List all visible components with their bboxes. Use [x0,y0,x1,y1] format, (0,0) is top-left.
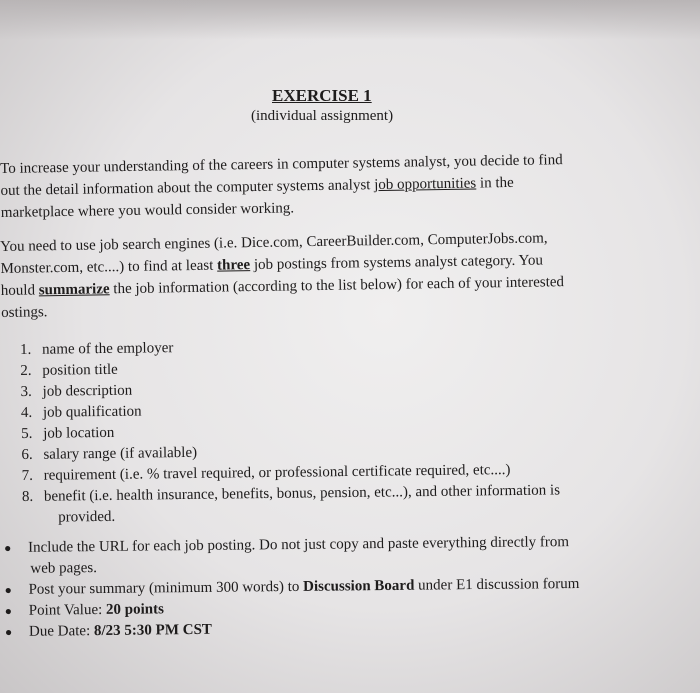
list-text: salary range (if available) [43,444,198,463]
list-number: 3. [20,383,32,400]
list-number: 2. [20,362,32,379]
list-text: job qualification [42,403,142,421]
list-text: requirement (i.e. % travel required, or professional certificate required, etc....) [43,462,511,484]
list-text: benefit (i.e. health insurance, benefits, bonus, pension, etc...), and other information is [43,482,561,505]
bullet-list [4,532,580,643]
list-text: position title [42,361,118,379]
bullet-text: under E1 discussion forum [414,575,580,594]
paragraph-text: in the [476,174,514,192]
three-emphasis: three [216,257,251,274]
list-text: name of the employer [42,340,174,358]
exercise-title: EXERCISE 1 [272,86,372,105]
paragraph-line: marketplace where you would consider working. [0,200,295,221]
bullet-text: Point Value: [28,601,107,619]
numbered-list [20,333,560,529]
list-number: 5. [21,425,33,442]
list-number: 1. [20,341,32,358]
paragraph-text: out the detail information about the computer systems analyst [0,177,375,199]
bullet-text: Post your summary (minimum 300 words) to [28,578,304,598]
instructions-paragraph [0,227,565,324]
paragraph-line: ostings. [1,304,48,321]
paragraph-text: job postings from systems analyst category. You [250,252,544,274]
intro-paragraph [0,149,563,224]
bullet-icon: ● [4,582,12,597]
paragraph-text: the job information (according to the list below) for each of your interested [109,274,565,298]
points-value: 20 points [105,601,165,618]
list-number: 8. [21,488,34,505]
summarize-emphasis: summarize [38,281,110,299]
bullet-text: Include the URL for each job posting. Do not just copy and paste everything directly from [28,534,570,556]
paragraph-line: To increase your understanding of the careers in computer systems analyst, you decide to find [0,152,563,177]
list-number: 4. [20,404,33,421]
paragraph-text: Monster.com, etc....) to find at least [0,257,218,277]
discussion-board-bold: Discussion Board [303,577,415,595]
due-date-value: 8/23 5:30 PM CST [93,621,212,640]
list-item-continuation: provided. [58,508,116,526]
list-number: 6. [21,446,33,463]
bullet-icon: ● [4,540,12,555]
job-opportunities-underlined: job opportunities [374,175,477,194]
page-shadow [0,0,700,40]
bullet-continuation: web pages. [30,560,98,577]
bullet-icon: ● [4,624,13,639]
bullet-icon: ● [4,603,13,618]
paragraph-text: hould [0,282,39,299]
bullet-text: Due Date: [28,623,95,640]
paragraph-line: You need to use job search engines (i.e. Dice.com, CareerBuilder.com, ComputerJobs.com, [0,230,548,255]
list-text: job description [42,382,133,400]
exercise-subtitle: (individual assignment) [251,108,394,124]
list-number: 7. [21,467,34,484]
list-text: job location [43,424,115,442]
